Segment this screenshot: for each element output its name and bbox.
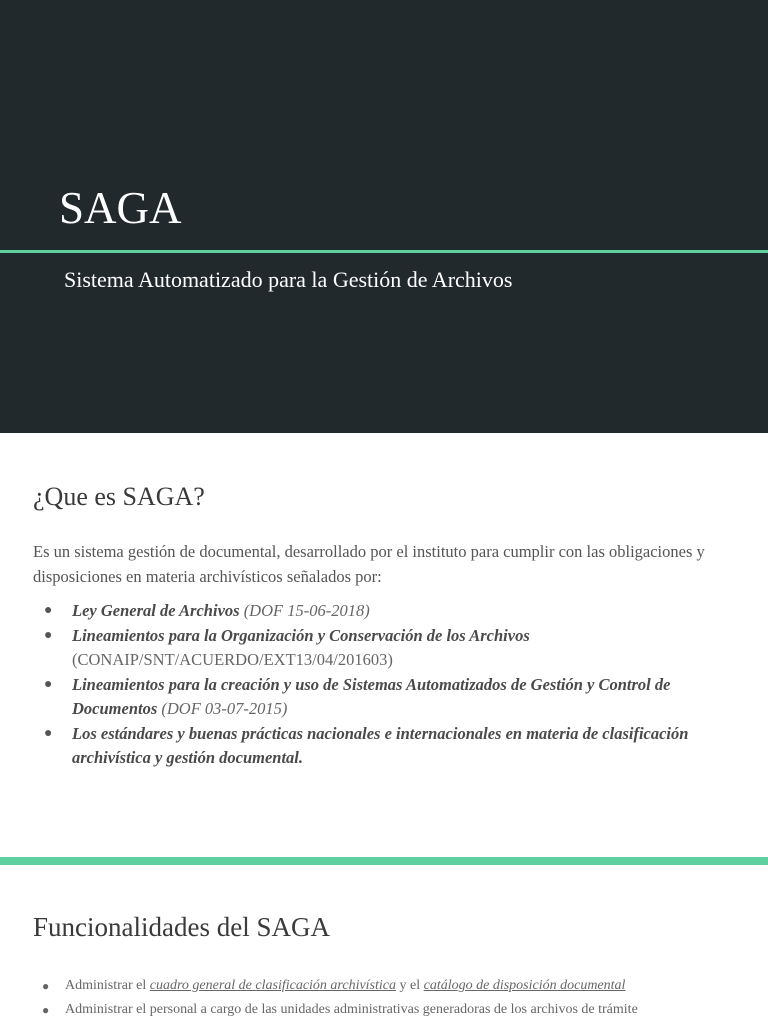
slide-heading: ¿Que es SAGA? — [33, 482, 205, 511]
features-list — [33, 974, 733, 1022]
reference-title: Lineamientos para la creación y uso de Sistemas Automatizados de Gestión y Control de Documentos — [72, 674, 671, 718]
references-list — [33, 599, 733, 771]
feature-text: Administrar el personal a cargo de las unidades administrativas generadoras de los archivos de trámite — [65, 1002, 638, 1017]
classification-chart-link[interactable]: cuadro general de clasificación archivística — [149, 978, 397, 993]
slide-title: SAGA — [59, 183, 182, 233]
slide-heading: Funcionalidades del SAGA — [33, 912, 330, 942]
bullet-icon: ● — [44, 603, 53, 618]
list-item — [33, 974, 733, 998]
reference-title: Los estándares y buenas prácticas nacionales e internacionales en materia de clasificación archivística y gestión documental. — [72, 723, 689, 767]
list-item — [33, 599, 733, 624]
reference-detail: (DOF 03-07-2015) — [157, 699, 288, 718]
intro-paragraph: Es un sistema gestión de documental, desarrollado por el instituto para cumplir con las obligaciones y disposiciones en materia archivísticos señalados por: — [33, 542, 705, 586]
reference-detail: (DOF 15-06-2018) — [239, 601, 370, 620]
bullet-icon: ● — [44, 725, 53, 741]
reference-title: Lineamientos para la Organización y Conservación de los Archivos — [72, 625, 530, 645]
slide-separator — [0, 857, 768, 865]
title-divider-line — [0, 250, 768, 253]
feature-connector: y el — [396, 978, 424, 993]
list-item — [33, 673, 733, 722]
list-item — [33, 722, 733, 771]
disposition-catalog-link[interactable]: catálogo de disposición documental — [423, 978, 626, 993]
bullet-icon: ● — [44, 676, 53, 692]
bullet-icon: ● — [42, 1003, 50, 1017]
what-is-saga-slide — [0, 433, 768, 857]
list-item — [33, 624, 733, 673]
features-slide — [0, 865, 768, 1024]
list-item — [33, 998, 733, 1022]
feature-prefix: Administrar el — [65, 978, 150, 993]
reference-title: Ley General de Archivos — [72, 601, 240, 620]
reference-detail: (CONAIP/SNT/ACUERDO/EXT13/04/201603) — [72, 650, 393, 669]
title-slide — [0, 0, 768, 433]
bullet-icon: ● — [44, 627, 53, 643]
bullet-icon: ● — [42, 979, 50, 993]
slide-subtitle: Sistema Automatizado para la Gestión de Archivos — [64, 267, 513, 292]
